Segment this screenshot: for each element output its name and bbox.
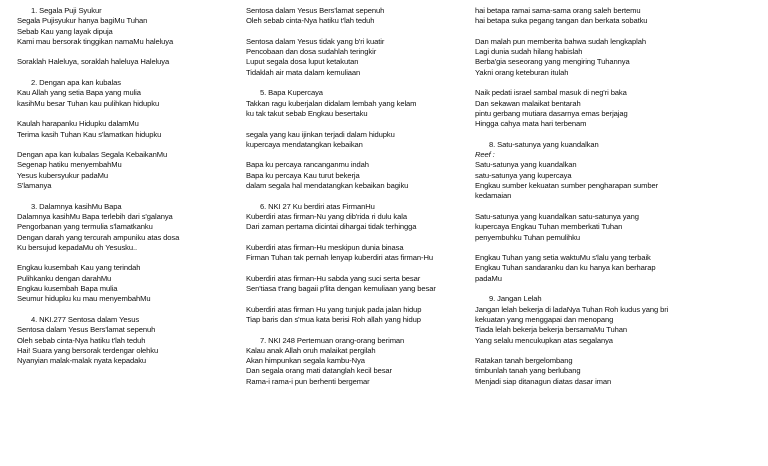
lyric-line: Berba'gia seseorang yang mengiring Tuhannya [475, 57, 630, 67]
lyric-line: Dan sekawan malaikat bentarah [475, 98, 581, 108]
lyric-line: kupercaya mendatangkan kebaikan [246, 139, 363, 149]
blank-line [246, 150, 474, 160]
lyric-line: Firman Tuhan tak pernah lenyap kuberdiri atas firman-Hu [246, 253, 433, 263]
lyric-line: Dengan darah yang tercurah ampuniku atas dosa [17, 232, 180, 242]
lyric-line: Segala Pujisyukur hanya bagiMu Tuhan [17, 16, 148, 26]
lyric-line: Oleh sebab cinta-Nya hatiku t'lah teduh [17, 335, 146, 345]
lyric-line: kekuatan yang menggapai dan menopang [475, 314, 614, 324]
lyric-line: Yakni orang keteburan itulah [475, 67, 569, 77]
blank-line [17, 191, 245, 201]
lyric-line: Akan himpunkan segala kambu-Nya [246, 356, 365, 366]
song-title: 1. Segala Puji Syukur [31, 6, 102, 15]
blank-line [246, 294, 474, 304]
lyric-line: Dari zaman pertama dicintai dihargai tidak terhingga [246, 222, 417, 232]
lyric-line: kasihMu besar Tuhan kau pulihkan hidupku [17, 98, 160, 108]
lyric-line: Kami mau bersorak tinggikan namaMu haleluya [17, 36, 174, 46]
lyric-line: Hai! Suara yang bersorak terdengar olehku [17, 345, 159, 355]
lyric-line: Kaulah harapanku Hidupku dalamMu [17, 119, 139, 129]
lyric-line: S'lamanya [17, 181, 52, 191]
blank-line [17, 253, 245, 263]
lyric-line: hai betapa suka pegang tangan dan berkata sobatku [475, 16, 648, 26]
lyrics-column-1 [17, 6, 245, 366]
blank-line [475, 346, 761, 356]
lyric-line: hai betapa ramai sama-sama orang saleh bertemu [475, 6, 641, 15]
lyric-line: Tiap baris dan s'mua kata berisi Roh allah yang hidup [246, 314, 421, 324]
lyric-line: Oleh sebab cinta-Nya hatiku t'lah teduh [246, 16, 375, 26]
lyric-line: Segenap hatiku menyembahMu [17, 160, 122, 170]
lyric-line: Engkau kusembah Bapa mulia [17, 284, 118, 294]
blank-line [17, 47, 245, 57]
song-title: 3. Dalamnya kasihMu Bapa [31, 201, 122, 211]
lyric-line: dalam segala hal mendatangkan kebaikan bagiku [246, 181, 409, 191]
lyric-line: Menjadi siap ditanagun diatas dasar iman [475, 376, 612, 386]
blank-line [246, 263, 474, 273]
lyric-line: padaMu [475, 273, 502, 283]
lyric-line: Satu-satunya yang kuandalkan satu-satunya yang [475, 211, 639, 221]
blank-line [246, 119, 474, 129]
blank-line [475, 27, 761, 37]
blank-line [17, 140, 245, 150]
blank-line [475, 78, 761, 88]
lyric-line: Pulihkanku dengan darahMu [17, 273, 112, 283]
lyric-line: Dengan apa kan kubalas Segala KebaikanMu [17, 150, 168, 160]
lyric-line: Sentosa dalam Yesus Bers'lamat sepenuh [17, 325, 156, 335]
lyric-line: Engkau Tuhan yang setia waktuMu s'lalu yang terbaik [475, 253, 651, 263]
lyric-line: Nyanyian malak-malak nyata kepadaku [17, 356, 147, 366]
lyric-line: Luput segala dosa luput ketakutan [246, 57, 359, 67]
blank-line [475, 243, 761, 253]
blank-line [17, 109, 245, 119]
blank-line [246, 325, 474, 335]
song-title: 6. NKI 27 Ku berdiri atas FirmanHu [260, 201, 375, 211]
lyric-line: Kalau anak Allah oruh malaikat pergilah [246, 345, 376, 355]
lyric-line: Seumur hidupku ku mau menyembahMu [17, 294, 151, 304]
lyric-line: Lagi dunia sudah hilang habislah [475, 47, 583, 57]
blank-line [246, 191, 474, 201]
lyric-line: Ratakan tanah bergelombang [475, 356, 573, 366]
blank-line [246, 27, 474, 37]
lyric-line: Rama-i rama-i pun berhenti bergemar [246, 376, 370, 386]
lyric-line: Bapa ku percaya rancanganmu indah [246, 160, 369, 170]
lyric-line: Kuberdiri atas firman-Hu sabda yang suci serta besar [246, 273, 421, 283]
lyric-line: Sebab Kau yang layak dipuja [17, 26, 113, 36]
lyric-line: Kuberdiri atas firman Hu yang tunjuk pada jalan hidup [246, 304, 422, 314]
lyric-line: ku tak takut sebab Engkau besertaku [246, 108, 368, 118]
lyric-line: timbunlah tanah yang berlubang [475, 366, 581, 376]
blank-line [17, 68, 245, 78]
lyric-line: kupercaya Engkau Tuhan memberkati Tuhan [475, 222, 623, 232]
lyric-line: Yang selalu mencukupkan atas segalanya [475, 335, 613, 345]
blank-line [246, 233, 474, 243]
song-title: 9. Jangan Lelah [489, 294, 542, 304]
lyric-line: Engkau kusembah Kau yang terindah [17, 263, 141, 273]
lyric-line: Sentosa dalam Yesus tidak yang b'ri kuatir [246, 36, 385, 46]
lyric-line: Jangan lelah bekerja di ladaNya Tuhan Roh kudus yang bri [475, 304, 669, 314]
lyric-line: Terima kasih Tuhan Kau s'lamatkan hidupku [17, 129, 162, 139]
lyric-line: Dalamnya kasihMu Bapa terlebih dari s'galanya [17, 211, 173, 221]
lyric-line: Tiada lelah bekerja bekerja bersamaMu Tuhan [475, 325, 628, 335]
lyric-line: Dan segala orang mati datanglah kecil besar [246, 366, 392, 376]
lyric-line: Dan malah pun memberita bahwa sudah lengkaplah [475, 36, 647, 46]
lyric-line: Hingga cahya mata hari terbenam [475, 119, 587, 129]
lyric-line: Bapa ku percaya Kau turut bekerja [246, 170, 360, 180]
song-title: 8. Satu-satunya yang kuandalkan [489, 139, 599, 149]
blank-line [475, 284, 761, 294]
lyric-line: penyembuhku Tuhan pemulihku [475, 232, 580, 242]
lyric-line: Sentosa dalam Yesus Bers'lamat sepenuh [246, 6, 385, 15]
blank-line [246, 78, 474, 88]
song-title: 2. Dengan apa kan kubalas [31, 78, 121, 88]
blank-line [475, 130, 761, 140]
blank-line [17, 305, 245, 315]
lyric-line: Pengorbanan yang termulia s'lamatkanku [17, 222, 153, 232]
song-title: 4. NKI.277 Sentosa dalam Yesus [31, 314, 140, 324]
lyric-line: pintu gerbang mutiara dasarnya emas berjajag [475, 108, 628, 118]
lyric-line: Ku bersujud kepadaMu oh Yesusku.. [17, 242, 137, 252]
lyrics-column-3 [475, 6, 761, 387]
refrain-label: Reef : [475, 150, 495, 160]
lyric-line: Soraklah Haleluya, soraklah haleluya Haleluya [17, 57, 170, 67]
lyric-line: Takkan ragu kuberjalan didalam lembah yang kelam [246, 98, 417, 108]
lyric-line: kedamaian [475, 191, 512, 201]
lyric-line: Engkau Tuhan sandaranku dan ku hanya kan berharap [475, 263, 656, 273]
lyric-line: segala yang kau ijinkan terjadi dalam hidupku [246, 129, 395, 139]
lyric-line: Tidaklah air mata dalam kemuliaan [246, 67, 361, 77]
lyrics-column-2 [246, 6, 474, 387]
lyric-line: Satu-satunya yang kuandalkan [475, 160, 577, 170]
lyric-line: Kuberdiri atas firman-Nu yang dib'rida ri dulu kala [246, 211, 407, 221]
lyric-line: Pencobaan dan dosa sudahlah teringkir [246, 47, 377, 57]
lyric-line: satu-satunya yang kupercaya [475, 170, 572, 180]
lyric-line: Yesus kubersyukur padaMu [17, 170, 109, 180]
blank-line [475, 202, 761, 212]
lyric-line: Naik pedati israel sambal masuk di neg'ri baka [475, 88, 627, 98]
lyric-line: Kuberdiri atas firman-Hu meskipun dunia binasa [246, 242, 404, 252]
song-title: 7. NKI 248 Pertemuan orang-orang beriman [260, 335, 405, 345]
lyric-line: Engkau sumber kekuatan sumber pengharapan sumber [475, 181, 659, 191]
song-title: 5. Bapa Kupercaya [260, 88, 323, 98]
lyric-line: Kau Allah yang setia Bapa yang mulia [17, 88, 141, 98]
lyric-line: Sen'tiasa t'rang bagaii p'lita dengan kemuliaan yang besar [246, 284, 436, 294]
